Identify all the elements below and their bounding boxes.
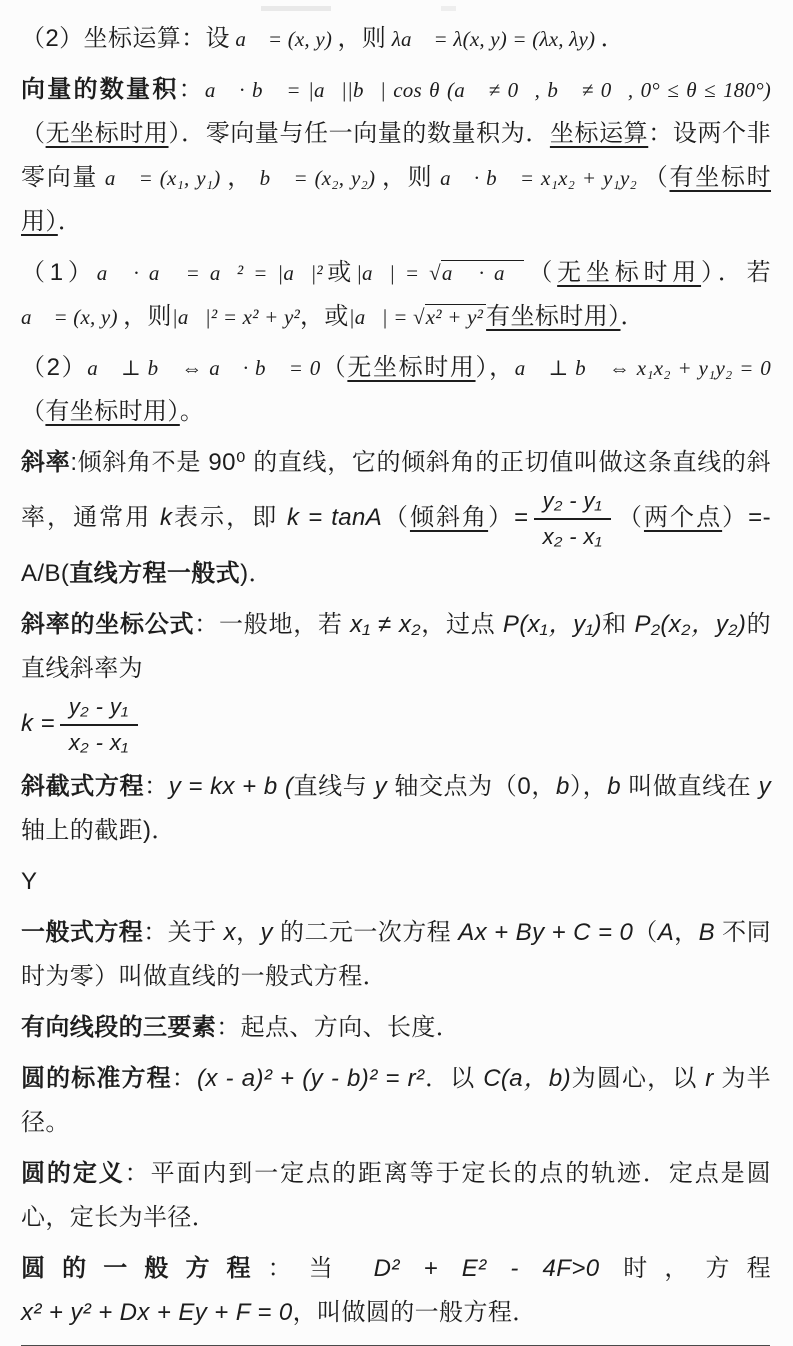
text-run: 为半径。 <box>21 1065 771 1136</box>
text-run: ． <box>620 303 645 330</box>
sqrt-expression: √x² + y² <box>413 304 486 329</box>
math-expression: k = <box>21 709 55 737</box>
math-expression: A <box>657 919 675 946</box>
text-run: 轴上的截距)． <box>21 817 176 844</box>
math-expression: b <box>555 773 570 800</box>
text-run: 为圆心，以 <box>571 1065 706 1092</box>
text-run: ：关于 <box>143 919 224 946</box>
para-circle-standard-equation <box>21 1057 771 1145</box>
math-expression: C(a，b) <box>483 1065 572 1092</box>
math-expression: λa⃗ = λ(x, y) = (λx, λy) <box>386 27 601 51</box>
text-run: 时，方程 <box>599 1255 772 1282</box>
math-expression: y <box>374 773 388 800</box>
math-expression: |a⃗| = <box>356 261 430 285</box>
math-expression: D² + E² - 4F>0 <box>373 1255 600 1282</box>
para-dot-product <box>21 68 771 244</box>
text-run: ． <box>600 25 626 52</box>
text-run: :倾斜角不是 90⁰ 的直线，它的倾斜角的正切值叫做这条直线的斜率，通常用 <box>21 449 771 531</box>
para-dot-product-item-2 <box>21 346 771 434</box>
underlined-term: 两个点 <box>643 503 723 531</box>
text-run: （ <box>643 164 670 191</box>
bold-term: 圆的一般方程 <box>21 1255 268 1282</box>
underlined-term: 无坐标时用 <box>347 354 476 381</box>
text-run: 不同时为零）叫做直线的一般式方程． <box>21 919 771 990</box>
para-directed-segment-elements <box>21 1006 771 1050</box>
math-expression: a⃗ = (x, y) <box>21 305 124 329</box>
text-run: （2） <box>21 354 88 381</box>
math-expression: x <box>223 919 237 946</box>
text-run: 。 <box>179 398 205 425</box>
math-expression: |a⃗| = <box>348 305 414 329</box>
math-expression: Ax + By + C = 0 <box>458 919 634 946</box>
underlined-term: 有坐标时用） <box>486 303 621 330</box>
math-expression: k <box>159 503 173 531</box>
math-expression: a⃗ · a⃗ = a⃗² = |a⃗|² <box>96 261 323 285</box>
math-expression: (x - a)² + (y - b)² = r² <box>196 1065 425 1092</box>
notes-body <box>21 17 771 1335</box>
text-run: ：起点、方向、长度． <box>216 1014 461 1041</box>
text-run: ，或 <box>299 303 349 330</box>
math-expression: y = kx + b ( <box>168 773 294 800</box>
math-expression: a⃗ ⊥ b⃗ ⇔ x₁x₂ + y₁y₂ = 0 <box>514 356 771 380</box>
text-run: ）=-A/B( <box>21 503 771 587</box>
text-run: ）， <box>569 773 608 800</box>
text-run: 或 <box>322 259 357 286</box>
text-run: ：当 <box>267 1255 374 1282</box>
text-run: ： <box>144 773 169 800</box>
text-run: （ <box>21 120 46 147</box>
underlined-term: 坐标运算 <box>549 120 649 147</box>
text-run: ：设两个非零向量 <box>21 120 771 191</box>
text-run: Y <box>21 868 38 895</box>
underlined-term: 无坐标时用 <box>557 259 702 286</box>
text-run: ， <box>236 919 261 946</box>
para-slope-intercept-equation <box>21 765 771 853</box>
math-expression: a⃗ = (x₁, y₁) <box>98 166 228 190</box>
underlined-term: 有坐标时用） <box>45 398 180 425</box>
math-expression: P₂(x₂，y₂) <box>634 611 747 638</box>
text-run: （ <box>320 354 348 381</box>
text-run: 表示，即 <box>172 503 287 531</box>
fraction: $\frac{\text{y₂ - y₁}}{\text{x₂ - x₁}}$ <box>534 487 612 550</box>
math-expression: |a⃗|² = x² + y² <box>171 305 300 329</box>
math-expression: B <box>698 919 716 946</box>
text-run: ）= <box>488 503 529 531</box>
text-run: （ <box>382 503 410 531</box>
math-expression: x₁ ≠ x₂ <box>350 611 421 638</box>
cropped-text-remnant <box>261 6 521 11</box>
text-run: ，则 <box>123 303 172 330</box>
math-expression: b <box>607 773 621 800</box>
text-run: ：一般地，若 <box>194 611 351 638</box>
underlined-term: 无坐标时用 <box>45 120 169 147</box>
text-run: （ <box>633 919 658 946</box>
math-expression: y <box>758 773 771 800</box>
para-slope-definition <box>21 441 771 596</box>
text-run: ： <box>171 1065 197 1092</box>
bold-term: 斜截式方程 <box>21 773 145 800</box>
para-scalar-coordinate-operation <box>21 17 771 61</box>
text-run: 直线与 <box>293 773 375 800</box>
para-circle-definition <box>21 1152 771 1240</box>
text-run: ，则 <box>381 164 434 191</box>
text-run: ， <box>227 164 253 191</box>
math-expression: k = tanA <box>286 503 383 531</box>
math-expression: x² + y² + Dx + Ey + F = 0 <box>21 1299 293 1326</box>
text-run: 轴交点为（0， <box>387 773 556 800</box>
bold-term: 直线方程一般式 <box>69 560 241 587</box>
text-run: ，叫做圆的一般方程． <box>292 1299 537 1326</box>
para-dot-product-item-1 <box>21 251 771 339</box>
underlined-term: 倾斜角 <box>409 503 489 531</box>
math-expression: P(x₁，y₁) <box>502 611 602 638</box>
text-run: （ <box>616 503 644 531</box>
sqrt-expression: √a⃗ · a⃗ <box>429 260 524 285</box>
text-run: 的直线斜率为 <box>21 611 771 682</box>
math-expression: a⃗ ⊥ b⃗ ⇔ a⃗ · b⃗ = 0 <box>87 356 321 380</box>
math-expression: b⃗ = (x₂, y₂) <box>252 166 382 190</box>
text-run: ：平面内到一定点的距离等于定长的点的轨迹．定点是圆心，定长为半径． <box>21 1160 771 1231</box>
bold-term: 斜率的坐标公式 <box>21 611 195 638</box>
text-run: 叫做直线在 <box>620 773 759 800</box>
bold-term: 一般式方程 <box>21 919 144 946</box>
fraction: $\frac{\text{y₂ - y₁}}{\text{x₂ - x₁}}$ <box>60 693 138 756</box>
para-circle-general-equation <box>21 1247 771 1335</box>
text-run: ）， <box>475 354 515 381</box>
text-run: ， <box>674 919 699 946</box>
text-run: ）．零向量与任一向量的数量积为． <box>168 120 550 147</box>
bold-term: 斜率 <box>21 449 71 476</box>
math-expression: r <box>705 1065 714 1092</box>
text-run: ，过点 <box>420 611 503 638</box>
text-run: （1） <box>21 259 97 286</box>
text-run: 和 <box>601 611 635 638</box>
para-stray-y <box>21 860 771 904</box>
math-expression: y <box>260 919 273 946</box>
bold-term: 向量的数量积 <box>21 76 179 103</box>
text-run: )． <box>240 560 273 587</box>
math-expression: a⃗ · b⃗ = |a⃗||b⃗| cos θ (a⃗ ≠ 0⃗, b⃗ ≠ 0⃗, 0° ≤ θ ≤ 180°) <box>204 78 771 102</box>
text-run: （ <box>524 259 558 286</box>
text-run: ．以 <box>424 1065 484 1092</box>
text-run: 的二元一次方程 <box>272 919 459 946</box>
math-expression: a⃗ · b⃗ = x₁x₂ + y₁y₂ <box>433 166 644 190</box>
bold-term: 圆的标准方程 <box>21 1065 172 1092</box>
underlined-term: 有坐标时用） <box>21 164 772 235</box>
text-run: ）．若 <box>701 259 771 286</box>
text-run: ，则 <box>337 25 387 52</box>
text-run: （2）坐标运算：设 <box>21 25 230 52</box>
para-slope-coordinate-formula <box>21 603 771 758</box>
text-run: ． <box>57 208 83 235</box>
text-run: （ <box>21 398 46 425</box>
bold-term: 有向线段的三要素 <box>21 1014 217 1041</box>
para-general-form-equation <box>21 911 771 999</box>
text-run: ： <box>178 76 205 103</box>
bold-term: 圆的定义 <box>21 1160 125 1187</box>
math-expression: a⃗ = (x, y) <box>229 27 338 51</box>
